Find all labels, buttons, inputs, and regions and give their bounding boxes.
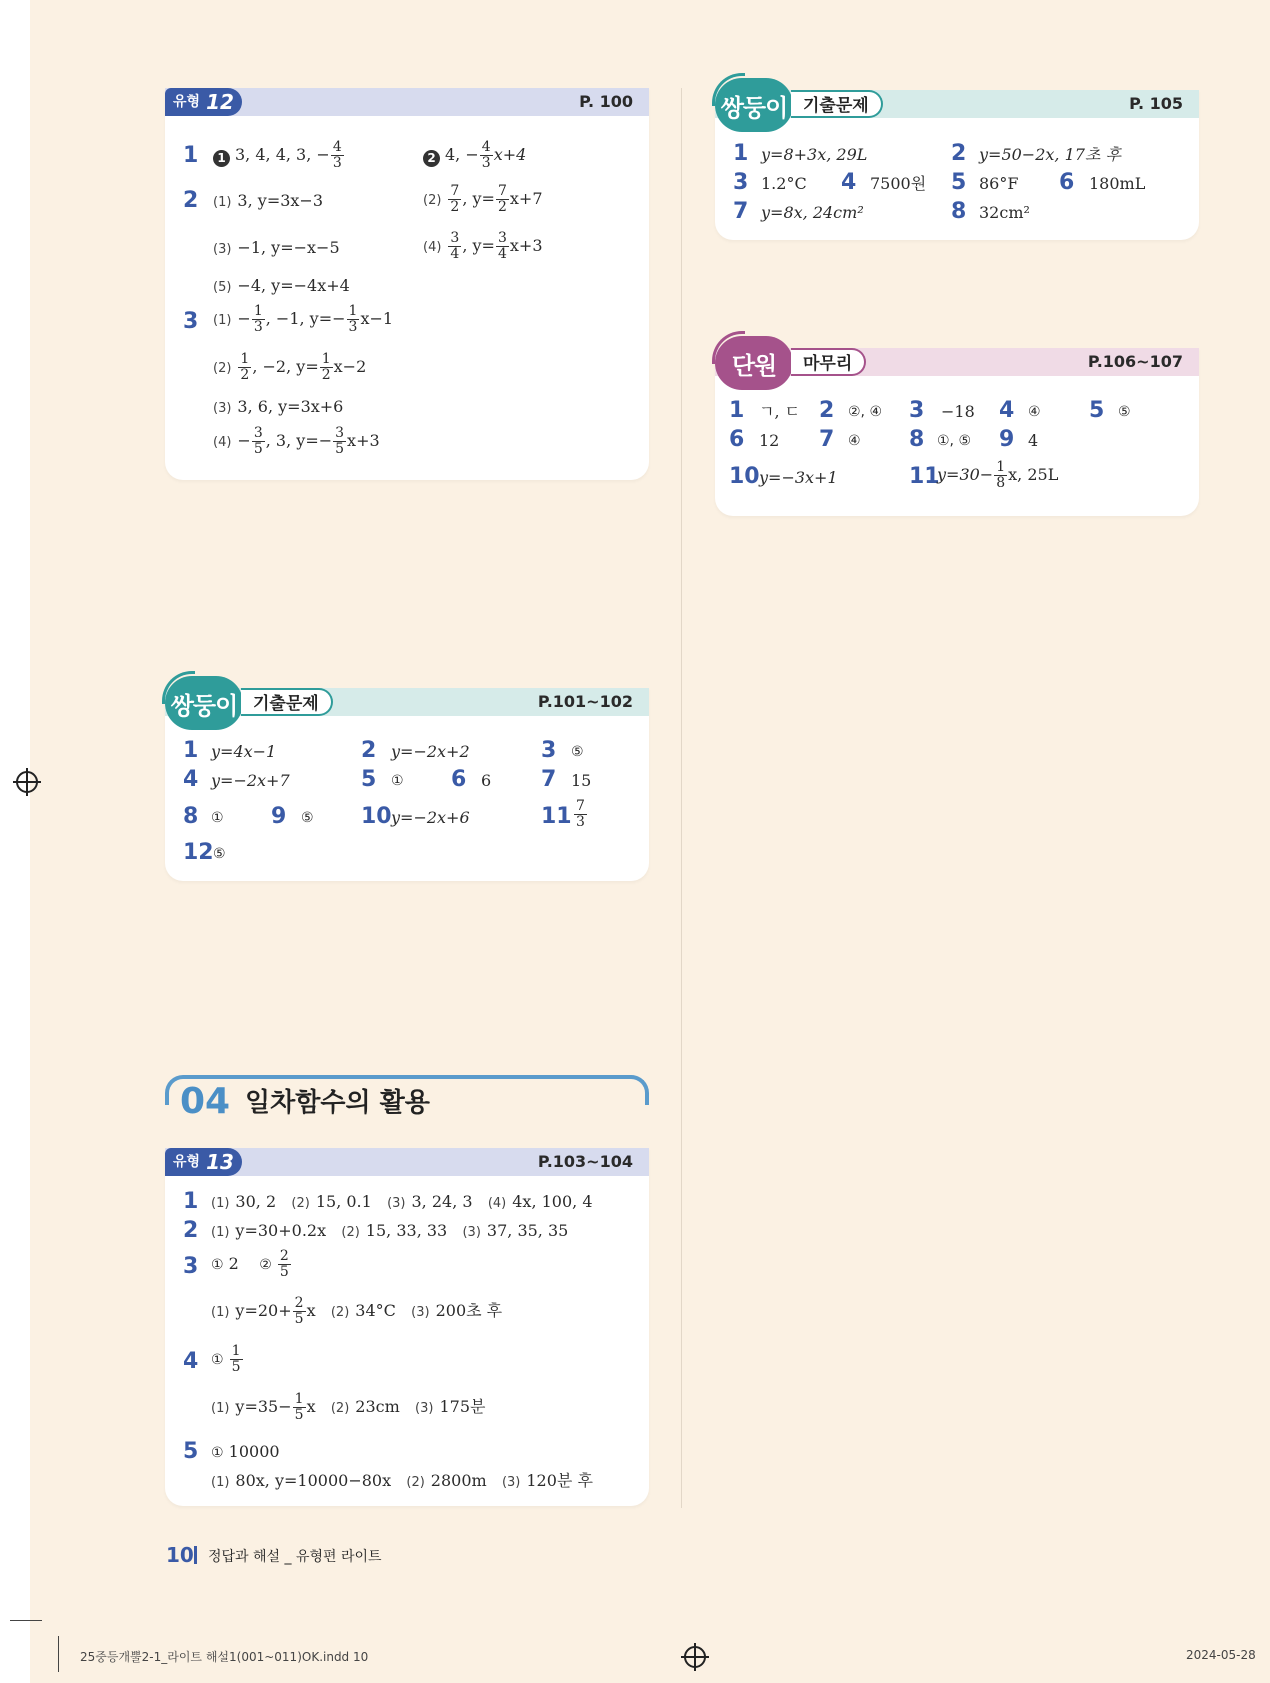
answer: 6 <box>481 771 492 790</box>
question-number: 12 <box>183 840 214 865</box>
answer: ⑤ <box>301 810 314 826</box>
answer: ⑤ <box>571 744 584 760</box>
page-reference: P. 105 <box>1129 94 1183 113</box>
question-number: 3 <box>183 309 199 334</box>
page-reference: P.101∼102 <box>537 692 633 711</box>
fraction: $\frac{4}{3}$ <box>481 139 491 171</box>
question-number: 5 <box>183 1439 199 1464</box>
question-number: 2 <box>819 398 835 423</box>
exam-pill: 기출문제 <box>791 90 883 118</box>
answer-line: (1) y=30+0.2x (2) 15, 33, 33 (3) 37, 35, 35 <box>211 1221 569 1240</box>
answer: 15 <box>571 771 592 790</box>
answer: 32cm² <box>979 203 1030 222</box>
twin-badge: 쌍둥이 <box>165 676 243 730</box>
print-file-info: 25중등개뿔2-1_라이트 해설1(001~011)OK.indd 10 <box>80 1650 369 1664</box>
answer-line: (2) $\frac{7}{2}$ , y= $\frac{7}{2}$ x+7 <box>423 183 543 215</box>
question-number: 9 <box>999 427 1015 452</box>
answer-line: (4) − $\frac{3}{5}$ , 3, y=− $\frac{3}{5}$ x+3 <box>213 425 380 457</box>
answer-line: (1) − $\frac{1}{3}$ , −1, y=− $\frac{1}{3}$ x−1 <box>213 303 394 335</box>
section-number: 04 <box>180 1081 231 1122</box>
print-date: 2024-05-28 <box>1186 1648 1256 1662</box>
question-number: 2 <box>951 141 967 166</box>
question-number: 10 <box>729 464 760 489</box>
question-number: 2 <box>183 1218 199 1243</box>
answer: 7500원 <box>870 174 927 193</box>
question-number: 5 <box>1089 398 1105 423</box>
answer: y=8x, 24cm² <box>761 203 864 222</box>
page-number: 10 <box>166 1543 194 1567</box>
answer-line: (1) y=20+ $\frac{2}{5}$ x (2) 34°C (3) 200초 후 <box>211 1295 503 1327</box>
question-number: 8 <box>909 427 925 452</box>
answer: y=30− $\frac{1}{8}$ x, 25L <box>937 459 1059 491</box>
type-badge <box>165 1148 242 1176</box>
answer-line: ① 2 ② $\frac{2}{5}$ <box>211 1248 289 1280</box>
footer-title: 정답과 해설 _ 유형편 라이트 <box>208 1549 382 1565</box>
panel-unit-review <box>715 348 1199 516</box>
question-number: 3 <box>733 170 749 195</box>
question-number: 7 <box>541 767 557 792</box>
question-number: 7 <box>733 199 749 224</box>
question-number: 1 <box>729 398 745 423</box>
section-title: 일차함수의 활용 <box>245 1088 430 1118</box>
answer: ④ <box>1028 404 1041 420</box>
registration-mark-icon <box>16 771 38 793</box>
question-number: 4 <box>183 1349 199 1374</box>
type-badge <box>165 88 242 116</box>
exam-pill: 기출문제 <box>241 688 333 716</box>
answer: y=−2x+7 <box>211 771 290 790</box>
page-reference: P.103∼104 <box>537 1152 633 1171</box>
answer: 4 <box>1028 431 1039 450</box>
question-number: 6 <box>729 427 745 452</box>
unit-badge: 단원 <box>715 336 793 390</box>
question-number: 7 <box>819 427 835 452</box>
answer: ④ <box>848 433 861 449</box>
question-number: 8 <box>951 199 967 224</box>
answer-line: (1) 3, y=3x−3 <box>213 191 324 210</box>
question-number: 1 <box>183 738 199 763</box>
question-number: 4 <box>999 398 1015 423</box>
question-number: 6 <box>451 767 467 792</box>
answer: 12 <box>759 431 780 450</box>
question-number: 1 <box>183 143 199 168</box>
answer: ⑤ <box>1118 404 1131 420</box>
question-number: 6 <box>1059 170 1075 195</box>
filled-circle-2: 2 <box>423 150 440 167</box>
answer: y=−2x+6 <box>391 808 470 827</box>
answer: y=8+3x, 29L <box>761 145 868 164</box>
question-number: 3 <box>183 1254 199 1279</box>
type-badge-word: 유형 <box>165 1148 204 1176</box>
crop-mark <box>58 1636 59 1672</box>
answer-line: (3) 3, 6, y=3x+6 <box>213 397 344 416</box>
type-badge-word: 유형 <box>165 88 204 116</box>
answer: y=−2x+2 <box>391 742 470 761</box>
answer-line: (4) $\frac{3}{4}$ , y= $\frac{3}{4}$ x+3 <box>423 230 543 262</box>
question-number: 8 <box>183 804 199 829</box>
question-number: 11 <box>541 804 572 829</box>
answer-line: (3) −1, y=−x−5 <box>213 238 340 257</box>
question-number: 3 <box>541 738 557 763</box>
fraction: $\frac{4}{3}$ <box>332 139 342 171</box>
question-number: 10 <box>361 804 392 829</box>
question-number: 1 <box>183 1189 199 1214</box>
column-divider <box>681 88 682 1508</box>
question-number: 2 <box>183 188 199 213</box>
answer-line: (5) −4, y=−4x+4 <box>213 276 350 295</box>
review-pill: 마무리 <box>791 348 866 376</box>
question-number: 5 <box>951 170 967 195</box>
panel-twin-exam-101 <box>165 688 649 881</box>
question-number: 5 <box>361 767 377 792</box>
answer-line: 1 3, 4, 4, 3, − $\frac{4}{3}$ <box>213 140 345 171</box>
answer: ① <box>391 773 404 789</box>
answer-line: (1) 30, 2 (2) 15, 0.1 (3) 3, 24, 3 (4) 4x, 100, 4 <box>211 1192 593 1211</box>
question-number: 1 <box>733 141 749 166</box>
question-number: 11 <box>909 464 940 489</box>
answer: $\frac{7}{3}$ <box>576 798 585 830</box>
answer: 1.2°C <box>761 174 807 193</box>
answer: 86°F <box>979 174 1019 193</box>
answer: ①, ⑤ <box>937 433 972 449</box>
answer: −18 <box>941 402 975 421</box>
answer: 180mL <box>1089 174 1146 193</box>
question-number: 9 <box>271 804 287 829</box>
answer-line: (2) $\frac{1}{2}$ , −2, y= $\frac{1}{2}$ x−2 <box>213 351 367 383</box>
crop-mark <box>10 1620 42 1621</box>
answer-line: ① $\frac{1}{5}$ <box>211 1343 241 1375</box>
answer: y=50−2x, 17초 후 <box>979 145 1121 164</box>
answer: y=4x−1 <box>211 742 277 761</box>
panel-type-12 <box>165 88 649 480</box>
type-badge-number: 12 <box>204 88 242 116</box>
type-badge-number: 13 <box>204 1148 242 1176</box>
registration-mark-icon <box>684 1646 706 1668</box>
question-number: 4 <box>183 767 199 792</box>
answer: ① <box>211 810 224 826</box>
footer-divider <box>194 1546 197 1564</box>
twin-badge: 쌍둥이 <box>715 78 793 132</box>
answer: ㄱ, ㄷ <box>759 402 801 421</box>
answer: y=−3x+1 <box>759 468 838 487</box>
panel-type-13 <box>165 1148 649 1506</box>
answer: ⑤ <box>213 846 226 862</box>
answer-line: 2 4, − $\frac{4}{3}$ x+4 <box>423 140 526 171</box>
page-reference: P. 100 <box>579 92 633 111</box>
question-number: 3 <box>909 398 925 423</box>
question-number: 2 <box>361 738 377 763</box>
answer-line: (1) 80x, y=10000−80x (2) 2800m (3) 120분 후 <box>211 1471 593 1490</box>
answer-line: ① 10000 <box>211 1442 280 1461</box>
answer: ②, ④ <box>848 404 883 420</box>
question-number: 4 <box>841 170 857 195</box>
answer-line: (1) y=35− $\frac{1}{5}$ x (2) 23cm (3) 175분 <box>211 1391 486 1423</box>
panel-twin-exam-105 <box>715 90 1199 240</box>
filled-circle-1: 1 <box>213 150 230 167</box>
page-reference: P.106∼107 <box>1087 352 1183 371</box>
